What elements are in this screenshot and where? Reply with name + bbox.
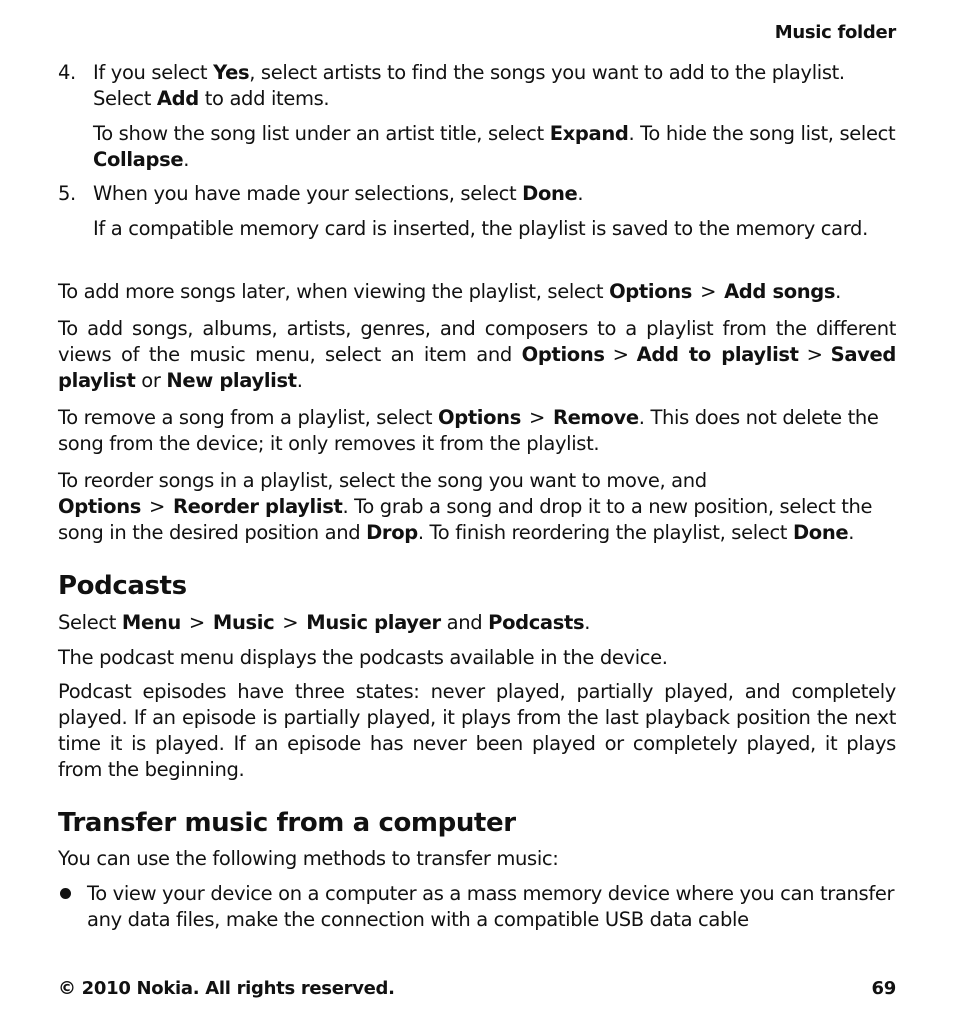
transfer-heading: Transfer music from a computer [58, 808, 516, 838]
podcasts-heading: Podcasts [58, 571, 187, 601]
step-5-text: When you have made your selections, select Done. [93, 182, 584, 205]
ui-term-add: Add [156, 87, 199, 110]
page-number: 69 [871, 978, 896, 999]
step-4-note: To show the song list under an artist title, select Expand. To hide the song list, select Collapse. [93, 122, 896, 171]
add-from-menu-paragraph: To add songs, albums, artists, genres, and composers to a playlist from the different views of the music menu, select an item and Options > Add to playlist > Saved playlist or New playlist. [58, 317, 897, 392]
ui-term-done: Done [522, 182, 578, 205]
step-number: 4. [58, 61, 76, 84]
ui-term-expand: Expand [549, 122, 629, 145]
transfer-intro: You can use the following methods to transfer music: [58, 847, 559, 870]
reorder-paragraph: To reorder songs in a playlist, select the song you want to move, and Options > Reorder playlist. To grab a song and drop it to a new position, select the song in the desired position and Drop. To finish reordering the playlist, select Done. [58, 469, 873, 544]
transfer-bullet-usb: To view your device on a computer as a mass memory device where you can transfer any data files, make the connection with a compatible USB data cable [87, 882, 895, 931]
section-header: Music folder [774, 22, 896, 43]
step-5-note: If a compatible memory card is inserted, the playlist is saved to the memory card. [93, 217, 868, 240]
add-more-paragraph: To add more songs later, when viewing the playlist, select Options > Add songs. [58, 280, 842, 303]
step-4-text: If you select Yes, select artists to find the songs you want to add to the playlist. Select Add to add items. [93, 61, 845, 110]
ui-term-yes: Yes [213, 61, 250, 84]
remove-paragraph: To remove a song from a playlist, select Options > Remove. This does not delete the song from the device; it only removes it from the playlist. [58, 406, 879, 455]
podcast-states-paragraph: Podcast episodes have three states: never played, partially played, and completely played. If an episode is partially played, it plays from the last playback position the next time it is played. If an episode has never been played or completely played, it plays from the beginning. [58, 680, 896, 781]
bullet-icon [60, 888, 71, 899]
copyright-notice: © 2010 Nokia. All rights reserved. [58, 978, 395, 999]
ui-term-collapse: Collapse [93, 148, 184, 171]
podcast-menu-description: The podcast menu displays the podcasts available in the device. [58, 646, 668, 669]
podcasts-select-path: Select Menu > Music > Music player and Podcasts. [58, 611, 591, 634]
step-number: 5. [58, 182, 76, 205]
